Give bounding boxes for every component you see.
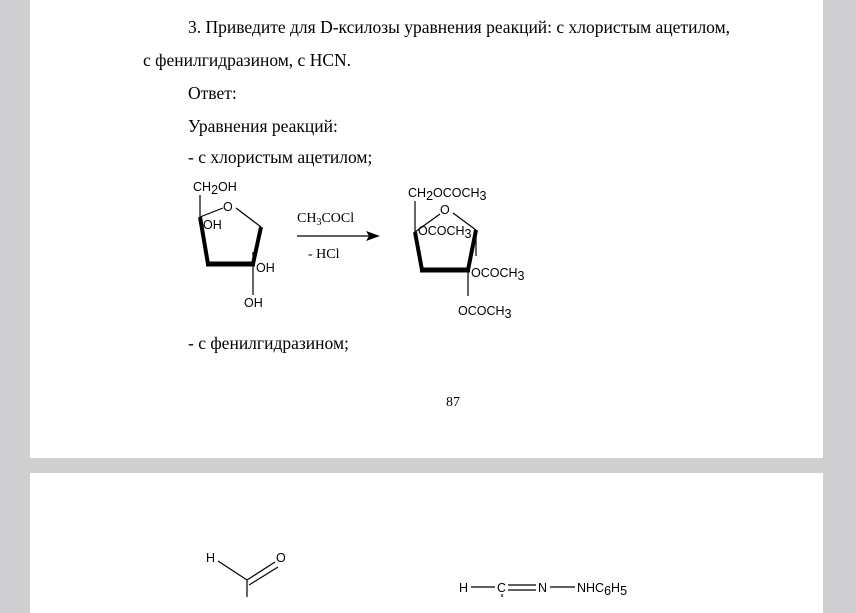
item-phenylhydrazine: - с фенилгидразином; <box>188 333 349 353</box>
ring-oxygen: O <box>223 200 233 214</box>
equations-heading: Уравнения реакций: <box>188 116 338 136</box>
page-number: 87 <box>446 395 460 410</box>
tetraacetyl-xylofuranose-structure <box>408 186 525 321</box>
hydrazone-structure <box>459 581 627 597</box>
answer-label: Ответ: <box>188 83 237 103</box>
aldehyde-o: O <box>276 551 286 565</box>
document-page-88 <box>30 473 823 613</box>
question-line-2: с фенилгидразином, с HCN. <box>143 50 352 70</box>
hydrazone-h: H <box>459 581 469 595</box>
oh-label-top: OH <box>203 218 222 232</box>
product-ring-oxygen: O <box>440 203 450 217</box>
document-page-87 <box>30 0 823 458</box>
hydrazone-c: C <box>497 581 507 595</box>
ococh3-label-right: OCOCH3 <box>471 266 525 283</box>
reaction-arrow-group <box>297 211 380 262</box>
byproduct-label: - HCl <box>308 247 340 262</box>
ococh3-label-inner: OCOCH3 <box>418 224 472 241</box>
hydrazone-n: N <box>538 581 548 595</box>
ococh3-label-bottom: OCOCH3 <box>458 304 512 321</box>
item-acetyl-chloride: - с хлористым ацетилом; <box>188 147 373 167</box>
ch2oh-label: CH2OH <box>193 180 237 197</box>
xylofuranose-structure <box>193 180 275 310</box>
nhc6h5-label: NHC6H5 <box>577 581 628 597</box>
acetylation-reaction-scheme <box>30 0 823 330</box>
oh-label-right: OH <box>256 261 275 275</box>
reagent-label: $CH_3COCl$ <box>297 211 355 228</box>
aldehyde-structure <box>206 551 286 597</box>
oh-label-bottom: OH <box>244 296 263 310</box>
aldehyde-h: H <box>206 551 216 565</box>
question-line-1: 3. Приведите для D-ксилозы уравнения реакций: с хлористым ацетилом, <box>188 17 731 37</box>
ch2ococh3-label: CH2OCOCH3 <box>408 186 487 203</box>
phenylhydrazone-scheme <box>30 473 823 597</box>
